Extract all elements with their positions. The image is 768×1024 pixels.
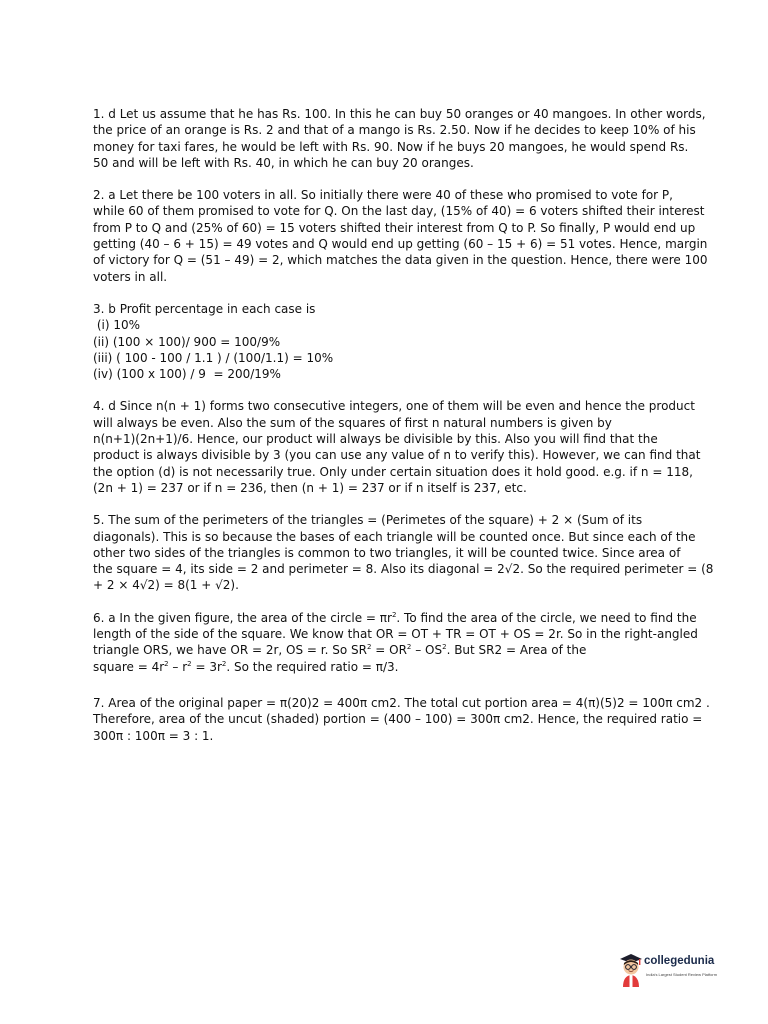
answer-line: (2n + 1) = 237 or if n = 236, then (n + 1) = 237 or if n itself is 237, etc. <box>93 480 527 495</box>
answer-2 <box>93 187 708 285</box>
brand-name: collegedunia <box>644 955 715 967</box>
answer-line: the option (d) is not necessarily true. Only under certain situation does it hold good. e.g. if n = 118, <box>93 464 693 479</box>
answer-line: diagonals). This is so because the bases of each triangle will be counted once. But since each of the <box>93 529 696 544</box>
answer-4 <box>93 398 701 496</box>
text-run: = 3r <box>191 659 222 674</box>
text-run: – r <box>168 659 188 674</box>
answer-line: 2. a Let there be 100 voters in all. So initially there were 40 of these who promised to vote for P, <box>93 188 673 203</box>
answer-5 <box>93 512 714 593</box>
answer-line: from P to Q and (25% of 60) = 15 voters shifted their interest from Q to P. So finally, P would end up <box>93 220 696 235</box>
answer-line: the price of an orange is Rs. 2 and that of a mango is Rs. 2.50. Now if he decides to keep 10% of his <box>93 123 696 138</box>
answer-line <box>93 642 681 658</box>
answer-line: 3. b Profit percentage in each case is <box>93 301 316 316</box>
text-run: . To find the area of the circle, we need to find the <box>396 610 697 625</box>
answer-line: + 2 × 4√2) = 8(1 + √2). <box>93 578 239 593</box>
text-run: = OR <box>371 643 407 658</box>
superscript: 2 <box>164 659 169 668</box>
answer-1 <box>93 106 706 171</box>
superscript: 2 <box>406 643 412 652</box>
answer-line: the square = 4, its side = 2 and perimeter = 8. Also its diagonal = 2√2. So the required perimeter = (8 <box>93 562 714 577</box>
superscript: 2 <box>187 659 192 668</box>
answer-line: n(n+1)(2n+1)/6. Hence, our product will always be divisible by this. Also you will find that the <box>93 432 658 447</box>
text-run: . So the required ratio = π/3. <box>226 659 399 674</box>
answer-line <box>93 659 681 675</box>
answer-line: (i) 10% <box>93 318 140 333</box>
superscript: 2 <box>442 643 447 652</box>
superscript: 2 <box>221 659 227 668</box>
answer-line <box>93 610 697 626</box>
answer-line: voters in all. <box>93 269 168 284</box>
answer-line: (ii) (100 × 100)/ 900 = 100/9% <box>93 334 281 349</box>
answer-line: 50 and will be left with Rs. 40, in which he can buy 20 oranges. <box>93 155 474 170</box>
superscript: 2 <box>391 610 397 619</box>
answer-line: 1. d Let us assume that he has Rs. 100. In this he can buy 50 oranges or 40 mangoes. In other words, <box>93 107 706 121</box>
answer-line: (iv) (100 x 100) / 9 = 200/19% <box>93 367 281 382</box>
collegedunia-logo <box>618 950 730 990</box>
answer-6 <box>93 610 698 675</box>
answer-line: (iii) ( 100 - 100 / 1.1 ) / (100/1.1) = 10% <box>93 350 334 365</box>
answer-line: will always be even. Also the sum of the squares of first n natural numbers is given by <box>93 415 612 430</box>
answer-line: Therefore, area of the uncut (shaded) portion = (400 – 100) = 300π cm2. Hence, the required ratio = <box>93 712 703 727</box>
answer-line: 5. The sum of the perimeters of the triangles = (Perimetes of the square) + 2 × (Sum of its <box>93 513 643 528</box>
superscript: 2 <box>366 643 372 652</box>
brand-tagline: India's Largest Student Review Platform <box>646 972 718 977</box>
answer-line: money for taxi fares, he would be left with Rs. 90. Now if he buys 20 mangoes, he would spend Rs. <box>93 139 689 154</box>
answer-line: length of the side of the square. We know that OR = OT + TR = OT + OS = 2r. So in the right-angled <box>93 627 698 642</box>
answer-line: product is always divisible by 3 (you can use any value of n to verify this). However, we can find that <box>93 448 701 463</box>
text-run: 6. a In the given figure, the area of the circle = πr <box>93 610 392 625</box>
text-run: . But SR2 = Area of the <box>446 643 587 658</box>
answer-line: while 60 of them promised to vote for Q. On the last day, (15% of 40) = 6 voters shifted their interest <box>93 204 705 219</box>
answer-list <box>93 106 714 760</box>
answer-line: of victory for Q = (51 – 49) = 2, which matches the data given in the question. Hence, there were 100 <box>93 253 708 268</box>
answer-line: getting (40 – 6 + 15) = 49 votes and Q would end up getting (60 – 15 + 6) = 51 votes. Hence, margin <box>93 237 708 252</box>
answer-line: 300π : 100π = 3 : 1. <box>93 728 214 743</box>
answer-7 <box>93 695 710 744</box>
answer-3 <box>93 301 681 382</box>
text-run: square = 4r <box>93 659 165 674</box>
text-run: triangle ORS, we have OR = 2r, OS = r. So SR <box>93 643 367 658</box>
answer-line: 7. Area of the original paper = π(20)2 = 400π cm2. The total cut portion area = 4(π)(5)2 = 100π cm2 . <box>93 695 710 710</box>
text-run: – OS <box>411 643 443 658</box>
answer-line: 4. d Since n(n + 1) forms two consecutive integers, one of them will be even and hence the product <box>93 399 695 414</box>
student-mascot-icon <box>618 950 644 988</box>
answer-line: other two sides of the triangles is common to two triangles, it will be counted twice. Since area of <box>93 545 681 560</box>
